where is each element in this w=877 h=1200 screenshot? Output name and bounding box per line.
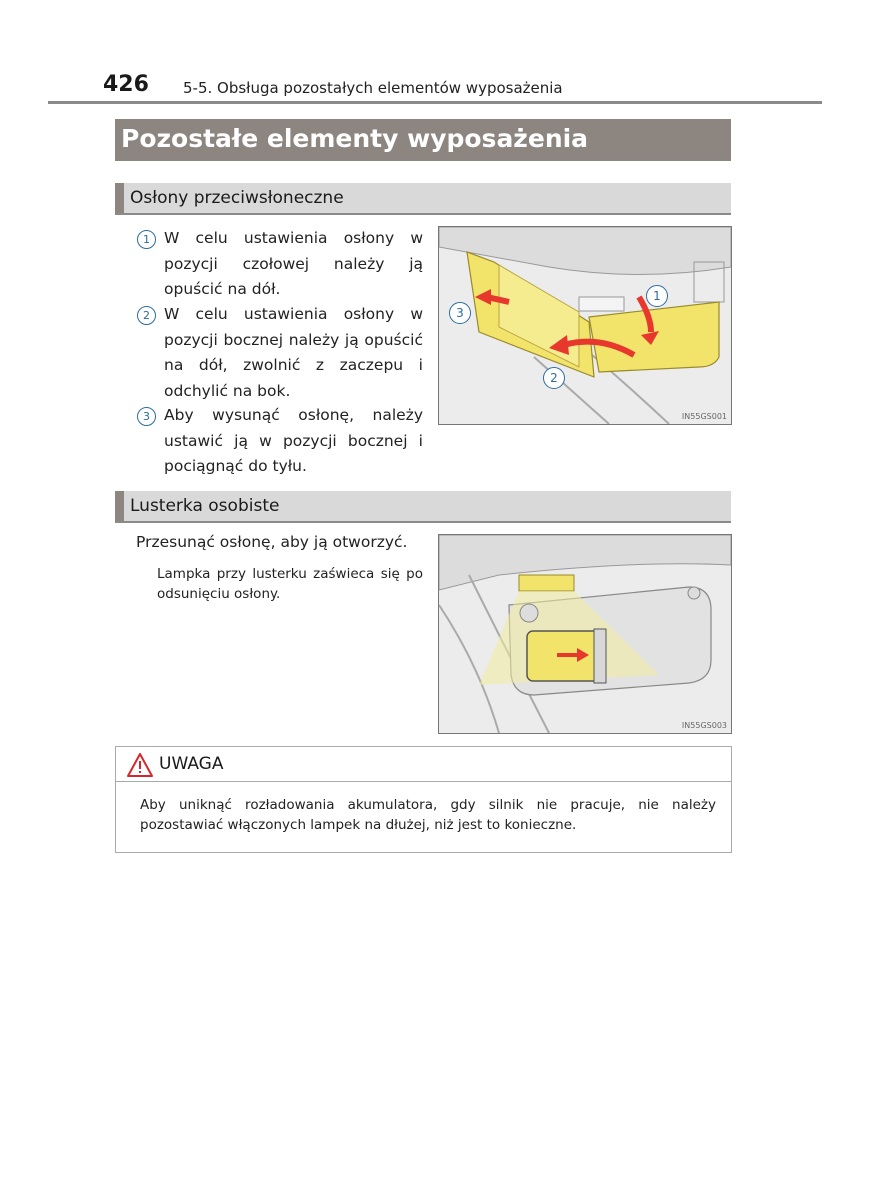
warning-triangle-icon (126, 752, 154, 778)
vanity-mirror-illustration (438, 534, 732, 734)
figure-callout-3: 3 (449, 302, 471, 324)
section-heading-accent (115, 183, 124, 213)
figure-code: IN55GS001 (681, 412, 727, 421)
step-text: Aby wysunąć osłonę, należy ustawić ją w pozycji bocznej i pociągnąć do tyłu. (164, 406, 423, 475)
step-marker: 3 (137, 407, 156, 426)
section-heading-sun-visors (115, 183, 731, 215)
section-title: Lusterka osobiste (130, 496, 280, 516)
step-marker: 2 (137, 306, 156, 325)
figure-code: IN55GS003 (681, 721, 727, 730)
instruction-text: Przesunąć osłonę, aby ją otworzyć. (136, 533, 408, 551)
step-marker: 1 (137, 230, 156, 249)
header-divider (48, 101, 822, 104)
figure-callout-1: 1 (646, 285, 668, 307)
list-item (137, 302, 423, 404)
step-text: W celu ustawienia osłony w pozycji bocznej należy ją opuścić na dół, zwolnić z zaczepu i odchylić na bok. (164, 305, 423, 400)
caution-title: UWAGA (159, 754, 224, 774)
list-item (137, 226, 423, 303)
chapter-title-bar (115, 119, 731, 161)
page-number: 426 (103, 72, 149, 97)
sun-visor-illustration (438, 226, 732, 425)
step-text: W celu ustawienia osłony w pozycji czołowej należy ją opuścić na dół. (164, 229, 423, 298)
section-title: Osłony przeciwsłoneczne (130, 188, 344, 208)
caution-box (115, 746, 732, 853)
vanity-mirror-drawing (439, 535, 731, 733)
figure-callout-2: 2 (543, 367, 565, 389)
running-header: 5-5. Obsługa pozostałych elementów wyposażenia (183, 79, 563, 97)
chapter-title: Pozostałe elementy wyposażenia (121, 124, 589, 153)
section-heading-accent (115, 491, 124, 521)
sun-visor-drawing (439, 227, 731, 424)
note-text: Lampka przy lusterku zaświeca się po odsunięciu osłony. (157, 566, 423, 602)
list-item (137, 403, 423, 480)
section-heading-vanity-mirrors (115, 491, 731, 523)
caution-text: Aby uniknąć rozładowania akumulatora, gdy silnik nie pracuje, nie należy pozostawiać włączonych lampek na dłużej, niż jest to konieczne. (140, 797, 716, 833)
caution-header (116, 747, 731, 782)
